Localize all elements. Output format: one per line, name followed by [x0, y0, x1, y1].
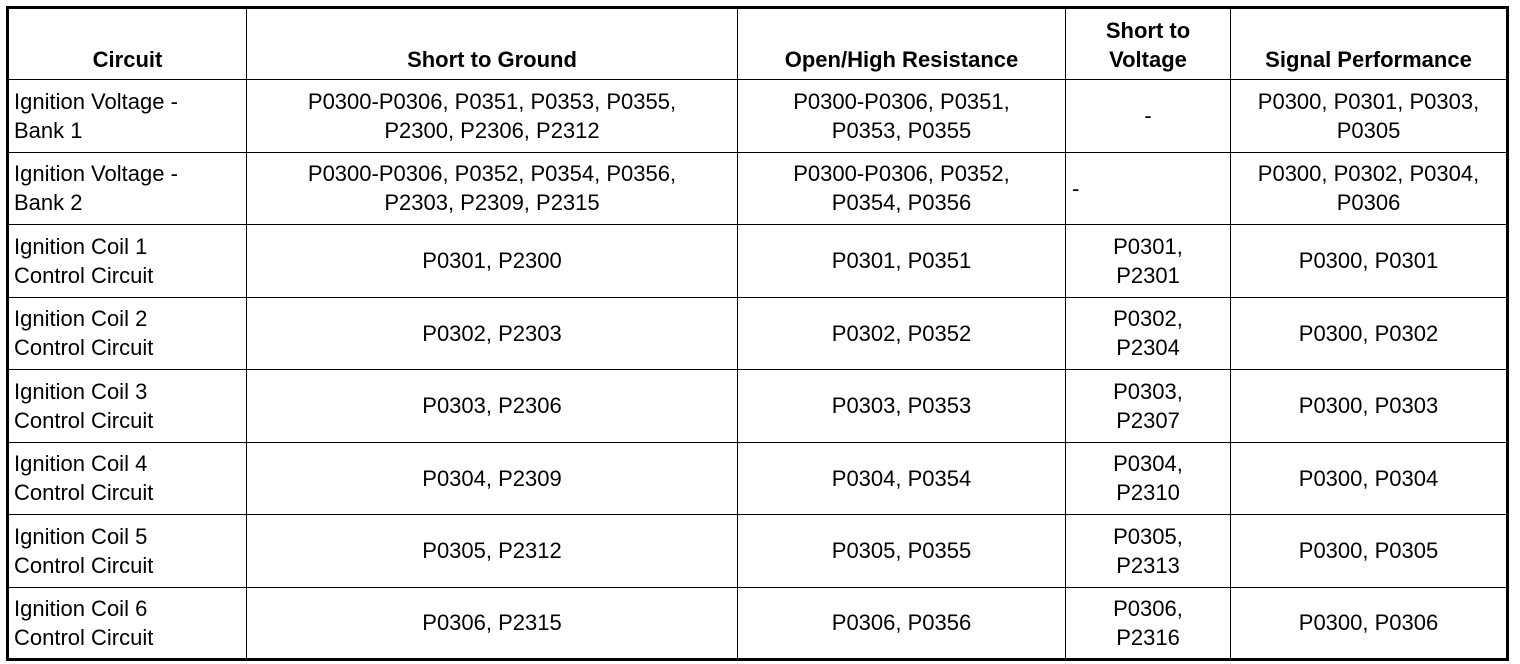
signal-performance-cell: P0300, P0304	[1231, 442, 1508, 515]
signal-performance-cell: P0300, P0305	[1231, 515, 1508, 588]
short-to-voltage-cell: P0304, P2310	[1066, 442, 1231, 515]
header-short-to-voltage: Short to Voltage	[1066, 8, 1231, 80]
short-to-voltage-cell: P0302, P2304	[1066, 297, 1231, 370]
short-to-voltage-cell: P0306, P2316	[1066, 587, 1231, 660]
dtc-circuit-table	[6, 6, 1509, 661]
short-to-voltage-cell: P0305, P2313	[1066, 515, 1231, 588]
short-to-ground-cell: P0303, P2306	[247, 370, 738, 443]
table-row	[8, 587, 1508, 660]
circuit-cell: Ignition Coil 3 Control Circuit	[8, 370, 247, 443]
table-row	[8, 297, 1508, 370]
open-high-resistance-cell: P0303, P0353	[738, 370, 1066, 443]
signal-performance-cell: P0300, P0301	[1231, 225, 1508, 298]
signal-performance-cell: P0300, P0302, P0304, P0306	[1231, 152, 1508, 225]
short-to-ground-cell: P0305, P2312	[247, 515, 738, 588]
short-to-voltage-cell: -	[1066, 152, 1231, 225]
circuit-cell: Ignition Voltage - Bank 2	[8, 152, 247, 225]
circuit-cell: Ignition Coil 6 Control Circuit	[8, 587, 247, 660]
header-row	[8, 8, 1508, 80]
header-circuit: Circuit	[8, 8, 247, 80]
short-to-ground-cell: P0306, P2315	[247, 587, 738, 660]
signal-performance-cell: P0300, P0306	[1231, 587, 1508, 660]
circuit-cell: Ignition Coil 5 Control Circuit	[8, 515, 247, 588]
open-high-resistance-cell: P0304, P0354	[738, 442, 1066, 515]
open-high-resistance-cell: P0300-P0306, P0352, P0354, P0356	[738, 152, 1066, 225]
circuit-cell: Ignition Voltage - Bank 1	[8, 80, 247, 153]
open-high-resistance-cell: P0301, P0351	[738, 225, 1066, 298]
short-to-ground-cell: P0301, P2300	[247, 225, 738, 298]
header-signal-performance: Signal Performance	[1231, 8, 1508, 80]
table-row	[8, 370, 1508, 443]
header-short-to-ground: Short to Ground	[247, 8, 738, 80]
open-high-resistance-cell: P0305, P0355	[738, 515, 1066, 588]
table-row	[8, 80, 1508, 153]
short-to-voltage-cell: P0301, P2301	[1066, 225, 1231, 298]
short-to-ground-cell: P0302, P2303	[247, 297, 738, 370]
open-high-resistance-cell: P0306, P0356	[738, 587, 1066, 660]
short-to-voltage-cell: P0303, P2307	[1066, 370, 1231, 443]
table-row	[8, 225, 1508, 298]
circuit-cell: Ignition Coil 1 Control Circuit	[8, 225, 247, 298]
open-high-resistance-cell: P0300-P0306, P0351, P0353, P0355	[738, 80, 1066, 153]
short-to-voltage-cell: -	[1066, 80, 1231, 153]
table-row	[8, 152, 1508, 225]
short-to-ground-cell: P0304, P2309	[247, 442, 738, 515]
signal-performance-cell: P0300, P0302	[1231, 297, 1508, 370]
table-row	[8, 515, 1508, 588]
circuit-cell: Ignition Coil 2 Control Circuit	[8, 297, 247, 370]
signal-performance-cell: P0300, P0301, P0303, P0305	[1231, 80, 1508, 153]
signal-performance-cell: P0300, P0303	[1231, 370, 1508, 443]
short-to-ground-cell: P0300-P0306, P0351, P0353, P0355, P2300, P2306, P2312	[247, 80, 738, 153]
table-row	[8, 442, 1508, 515]
short-to-ground-cell: P0300-P0306, P0352, P0354, P0356, P2303, P2309, P2315	[247, 152, 738, 225]
open-high-resistance-cell: P0302, P0352	[738, 297, 1066, 370]
circuit-cell: Ignition Coil 4 Control Circuit	[8, 442, 247, 515]
header-open-high-resistance: Open/High Resistance	[738, 8, 1066, 80]
